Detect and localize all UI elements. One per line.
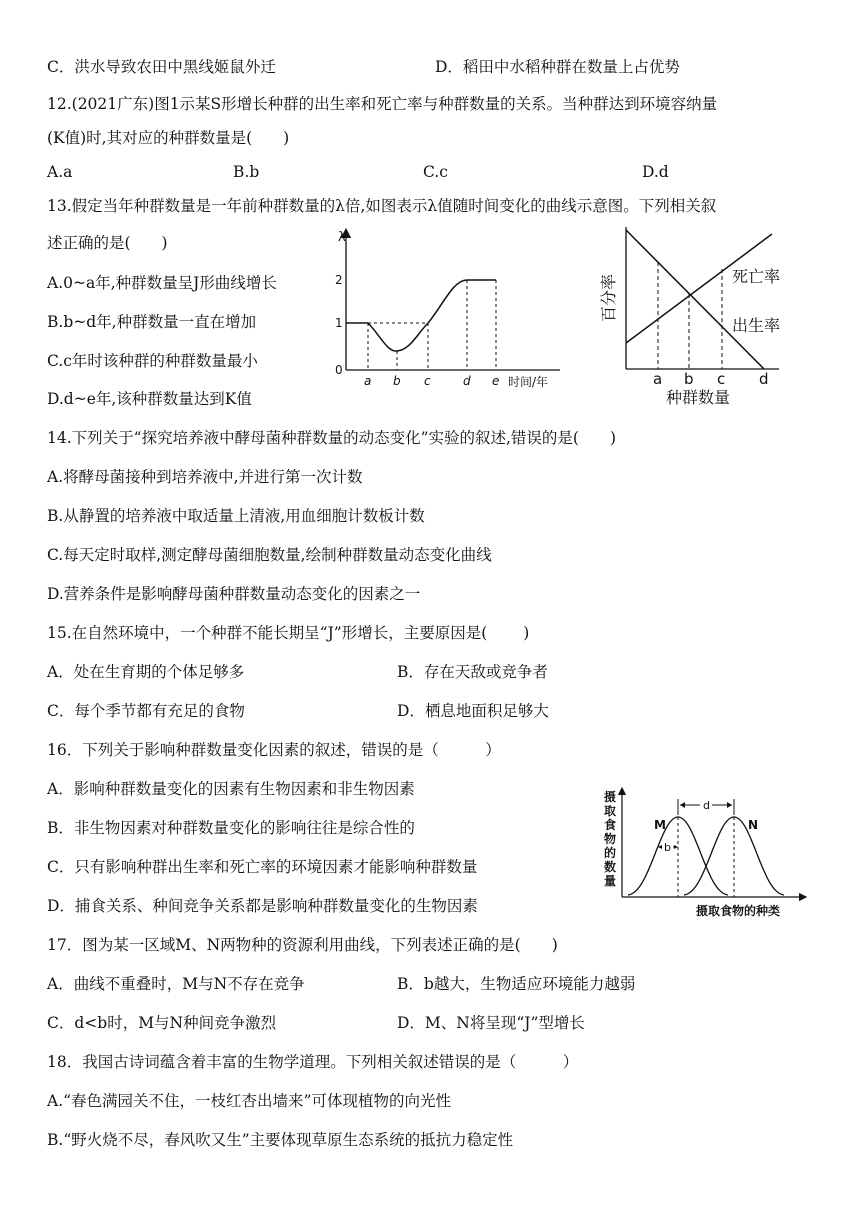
q12-option-d: D.d (642, 163, 669, 181)
q14-option-c: C.每天定时取样,测定酵母菌细胞数量,绘制种群数量动态变化曲线 (47, 546, 492, 564)
q16-option-b: B．非生物因素对种群数量变化的影响往往是综合性的 (47, 819, 415, 837)
q12-option-c: C.c (423, 163, 448, 181)
q17-option-d: D．M、N将呈现“J”型增长 (397, 1014, 585, 1032)
lambda-time-figure (325, 225, 570, 395)
q18-option-a: A.“春色满园关不住，一枝红杏出墙来”可体现植物的向光性 (47, 1092, 451, 1110)
mn-y-label-6: 量 (604, 874, 617, 888)
lambda-curve (346, 280, 496, 351)
q11-option-d: D．稻田中水稻种群在数量上占优势 (435, 58, 680, 76)
q16-stem: 16．下列关于影响种群数量变化因素的叙述，错误的是（ ） (47, 741, 501, 759)
q13-option-b: B.b~d年,种群数量一直在增加 (47, 313, 257, 331)
q12-stem-2: (K值)时,其对应的种群数量是( ) (47, 129, 290, 147)
q18-option-b: B.“野火烧不尽，春风吹又生”主要体现草原生态系统的抵抗力稳定性 (47, 1131, 514, 1149)
rate-x-label: 种群数量 (666, 388, 731, 407)
lambda-x-tick-a: a (364, 374, 372, 388)
q13-option-d: D.d~e年,该种群数量达到K值 (47, 390, 252, 408)
mn-y-label-1: 取 (604, 804, 617, 818)
mn-y-label-2: 食 (604, 818, 617, 832)
q11-option-c: C．洪水导致农田中黑线姬鼠外迁 (47, 58, 276, 76)
mn-label-b: b (664, 841, 671, 854)
q18-stem: 18．我国古诗词蕴含着丰富的生物学道理。下列相关叙述错误的是（ ） (47, 1053, 579, 1071)
q13-option-a: A.0~a年,种群数量呈J形曲线增长 (47, 274, 277, 292)
mn-y-label-0: 摄 (604, 790, 617, 804)
rate-y-label: 百分率 (599, 273, 618, 322)
mn-resource-figure (600, 785, 810, 920)
q16-option-d: D．捕食关系、种间竞争关系都是影响种群数量变化的生物因素 (47, 897, 478, 915)
q17-stem: 17．图为某一区域M、N两物种的资源利用曲线，下列表述正确的是( ) (47, 936, 558, 954)
mn-y-label-3: 物 (604, 832, 617, 846)
lambda-x-tick-b: b (393, 374, 401, 388)
q12-option-b: B.b (233, 163, 260, 181)
q15-option-c: C．每个季节都有充足的食物 (47, 702, 245, 720)
q17-option-a: A．曲线不重叠时，M与N不存在竞争 (47, 975, 305, 993)
rate-x-tick-a: a (653, 370, 663, 388)
rate-x-tick-b: b (684, 370, 694, 388)
q15-option-a: A．处在生育期的个体足够多 (47, 663, 245, 681)
rate-population-figure (592, 222, 810, 410)
q15-option-b: B．存在天敌或竞争者 (397, 663, 548, 681)
q17-option-b: B．b越大，生物适应环境能力越弱 (397, 975, 636, 993)
mn-y-label-5: 数 (604, 860, 617, 874)
lambda-y-tick-0: 0 (335, 363, 343, 377)
q16-option-c: C．只有影响种群出生率和死亡率的环境因素才能影响种群数量 (47, 858, 478, 876)
lambda-y-tick-1: 1 (335, 316, 343, 330)
mn-label-d: d (703, 799, 710, 812)
mn-y-label-4: 的 (604, 846, 617, 860)
mn-x-label: 摄取食物的种类 (696, 904, 781, 918)
lambda-x-tick-d: d (463, 374, 471, 388)
q14-option-b: B.从静置的培养液中取适量上清液,用血细胞计数板计数 (47, 507, 425, 525)
q12-stem-1: 12.(2021广东)图1示某S形增长种群的出生率和死亡率与种群数量的关系。当种群达到环境容纳量 (47, 95, 718, 113)
rate-x-tick-c: c (717, 370, 726, 388)
mn-label-n: N (748, 818, 759, 832)
q16-option-a: A．影响种群数量变化的因素有生物因素和非生物因素 (47, 780, 415, 798)
q14-option-d: D.营养条件是影响酵母菌种群数量动态变化的因素之一 (47, 585, 421, 603)
birth-rate-line (626, 230, 764, 369)
q12-option-a: A.a (47, 163, 73, 181)
q13-stem-1: 13.假定当年种群数量是一年前种群数量的λ倍,如图表示λ值随时间变化的曲线示意图。下列相关叙 (47, 197, 717, 215)
q14-option-a: A.将酵母菌接种到培养液中,并进行第一次计数 (47, 468, 363, 486)
mn-label-m: M (654, 818, 666, 832)
q17-option-c: C．d<b时，M与N种间竞争激烈 (47, 1014, 277, 1032)
lambda-x-label: 时间/年 (508, 375, 549, 389)
rate-x-tick-d: d (759, 370, 769, 388)
lambda-y-label: λ (338, 230, 346, 245)
lambda-x-tick-c: c (424, 374, 431, 388)
q13-stem-2: 述正确的是( ) (47, 234, 168, 252)
birth-rate-label: 出生率 (732, 316, 781, 335)
q14-stem: 14.下列关于“探究培养液中酵母菌种群数量的动态变化”实验的叙述,错误的是( ) (47, 429, 617, 447)
death-rate-label: 死亡率 (732, 267, 781, 286)
lambda-y-tick-2: 2 (335, 273, 343, 287)
q15-stem: 15.在自然环境中，一个种群不能长期呈“J”形增长，主要原因是( ) (47, 624, 530, 642)
q15-option-d: D．栖息地面积足够大 (397, 702, 549, 720)
q13-option-c: C.c年时该种群的种群数量最小 (47, 352, 258, 370)
lambda-x-tick-e: e (492, 374, 500, 388)
